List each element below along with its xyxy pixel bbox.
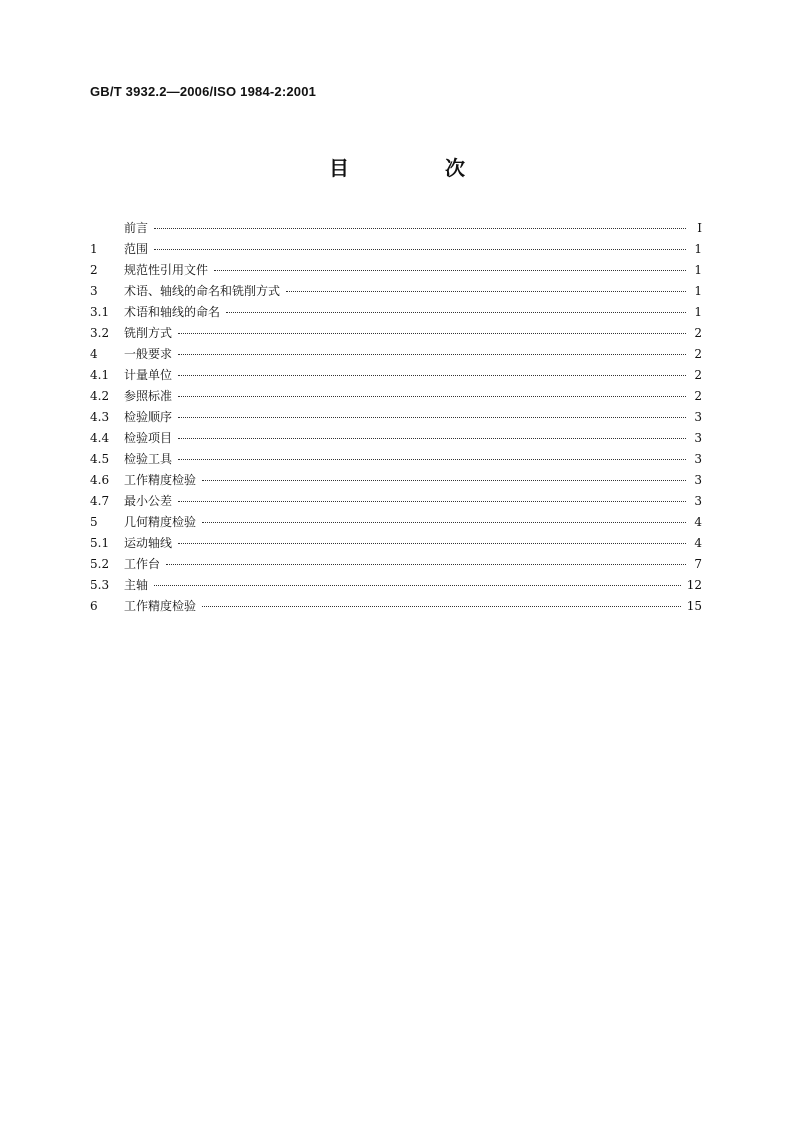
toc-entry-page: 3 [694, 473, 702, 487]
toc-entry-number: 5.3 [90, 578, 110, 592]
toc-entry-page: 15 [686, 599, 702, 613]
toc-entry-page: I [697, 221, 702, 235]
toc-entry-number: 4.4 [90, 431, 110, 445]
leader-dots [178, 501, 686, 502]
toc-entry-page: 2 [694, 389, 702, 403]
toc-entry[interactable] [90, 450, 702, 471]
toc-entry[interactable] [90, 345, 702, 366]
page-title: 目 次 [329, 156, 503, 180]
toc-entry-number: 6 [90, 599, 98, 613]
toc-entry[interactable] [90, 240, 702, 261]
toc-entry-page: 3 [694, 452, 702, 466]
leader-dots [178, 417, 686, 418]
toc-entry[interactable] [90, 408, 702, 429]
toc-entry-page: 3 [694, 431, 702, 445]
toc-entry-label: 检验项目 [124, 431, 173, 445]
leader-dots [178, 543, 686, 544]
toc-entry-number: 2 [90, 263, 98, 277]
toc-entry-label: 术语和轴线的命名 [124, 305, 221, 319]
toc-entry-page: 1 [694, 242, 702, 256]
leader-dots [154, 585, 681, 586]
toc-entry-label: 检验顺序 [124, 410, 173, 424]
toc-entry-page: 4 [694, 536, 702, 550]
document-code-header: GB/T 3932.2—2006/ISO 1984-2:2001 [90, 84, 317, 99]
toc-entry-page: 12 [686, 578, 702, 592]
toc-entry-page: 7 [694, 557, 702, 571]
toc-entry-label: 最小公差 [124, 494, 173, 508]
toc-entry-label: 工作精度检验 [124, 473, 197, 487]
toc-entry-number: 4.5 [90, 452, 110, 466]
leader-dots [178, 354, 686, 355]
toc-entry-page: 3 [694, 494, 702, 508]
leader-dots [154, 228, 686, 229]
toc-entry[interactable] [90, 597, 702, 618]
leader-dots [154, 249, 686, 250]
leader-dots [166, 564, 686, 565]
toc-entry-page: 2 [694, 326, 702, 340]
toc-entry-label: 主轴 [124, 578, 149, 592]
leader-dots [214, 270, 686, 271]
toc-entry-page: 3 [694, 410, 702, 424]
toc-entry-number: 4.6 [90, 473, 110, 487]
leader-dots [226, 312, 686, 313]
toc-entry[interactable] [90, 576, 702, 597]
toc-entry-number: 4.7 [90, 494, 110, 508]
leader-dots [178, 375, 686, 376]
toc-entry-number: 5.2 [90, 557, 110, 571]
leader-dots [178, 459, 686, 460]
toc-entry[interactable] [90, 324, 702, 345]
leader-dots [178, 396, 686, 397]
toc-entry-number: 4.2 [90, 389, 110, 403]
toc-entry[interactable] [90, 555, 702, 576]
toc-entry[interactable] [90, 429, 702, 450]
leader-dots [202, 606, 681, 607]
toc-entry-label: 几何精度检验 [124, 515, 197, 529]
toc-entry-label: 范围 [124, 242, 149, 256]
toc-entry-number: 4 [90, 347, 98, 361]
leader-dots [286, 291, 686, 292]
toc-entry-page: 1 [694, 305, 702, 319]
toc-entry[interactable] [90, 261, 702, 282]
toc-entry-page: 2 [694, 368, 702, 382]
toc-entry[interactable] [90, 366, 702, 387]
toc-entry-number: 3.1 [90, 305, 110, 319]
toc-entry[interactable] [90, 219, 702, 240]
toc-entry-label: 术语、轴线的命名和铣削方式 [124, 284, 281, 298]
toc-entry[interactable] [90, 282, 702, 303]
toc-entry-label: 铣削方式 [124, 326, 173, 340]
toc-entry-label: 运动轴线 [124, 536, 173, 550]
toc-entry-number: 4.1 [90, 368, 110, 382]
table-of-contents [90, 219, 702, 618]
toc-entry-number: 5.1 [90, 536, 110, 550]
toc-entry-number: 4.3 [90, 410, 110, 424]
leader-dots [202, 480, 686, 481]
toc-entry-number: 3.2 [90, 326, 110, 340]
toc-entry-page: 1 [694, 263, 702, 277]
toc-entry-label: 检验工具 [124, 452, 173, 466]
toc-entry-page: 2 [694, 347, 702, 361]
toc-entry-label: 参照标准 [124, 389, 173, 403]
leader-dots [178, 438, 686, 439]
toc-entry-number: 3 [90, 284, 98, 298]
toc-entry-label: 一般要求 [124, 347, 173, 361]
toc-entry-label: 工作台 [124, 557, 161, 571]
toc-entry[interactable] [90, 471, 702, 492]
toc-entry-page: 4 [694, 515, 702, 529]
toc-entry[interactable] [90, 534, 702, 555]
toc-entry-label: 前言 [124, 221, 149, 235]
leader-dots [202, 522, 686, 523]
toc-entry-label: 计量单位 [124, 368, 173, 382]
toc-entry-label: 工作精度检验 [124, 599, 197, 613]
toc-entry[interactable] [90, 492, 702, 513]
toc-entry-page: 1 [694, 284, 702, 298]
leader-dots [178, 333, 686, 334]
toc-entry-label: 规范性引用文件 [124, 263, 209, 277]
toc-entry[interactable] [90, 513, 702, 534]
toc-entry-number: 5 [90, 515, 98, 529]
toc-entry[interactable] [90, 303, 702, 324]
toc-entry-number: 1 [90, 242, 98, 256]
toc-entry[interactable] [90, 387, 702, 408]
